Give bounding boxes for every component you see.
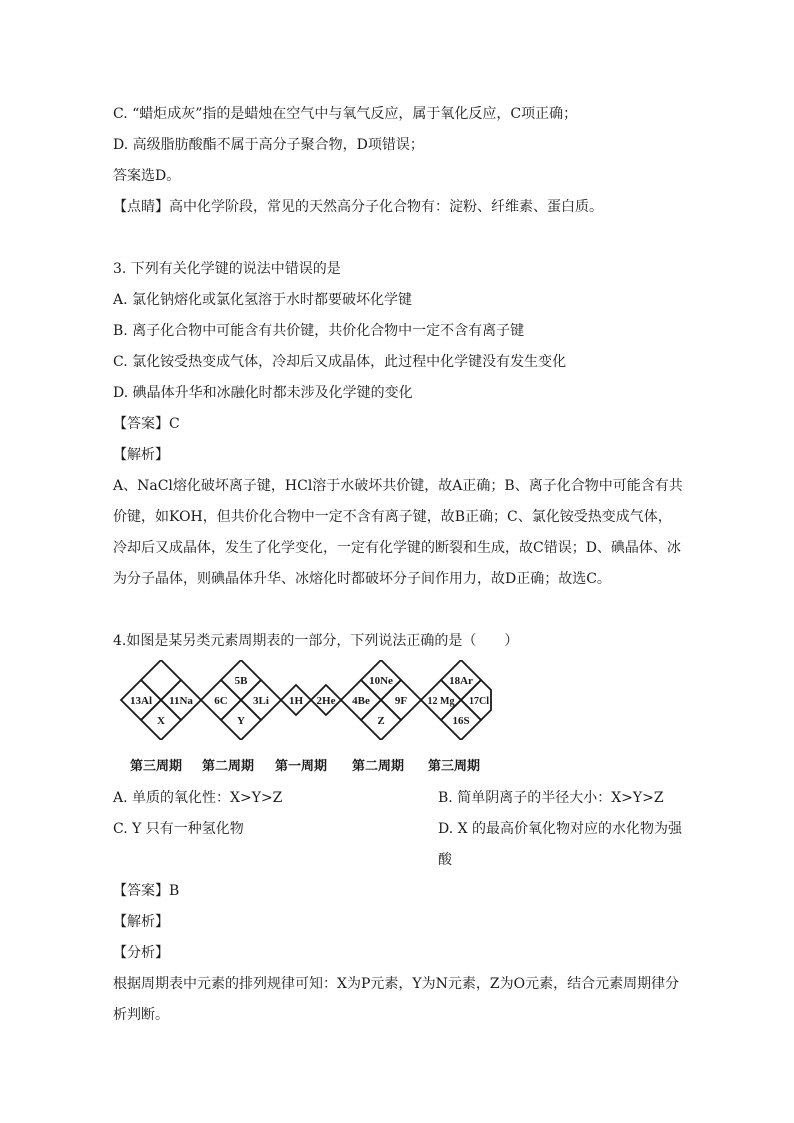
label-4be: 4Be xyxy=(352,695,370,707)
periodic-table-figure xyxy=(113,660,493,744)
q3-option-d: D. 碘晶体升华和冰融化时都未涉及化学键的变化 xyxy=(113,385,413,401)
q3-analysis: A、NaCl熔化破坏离子键，HCl溶于水破坏共价键，故A正确；B、离子化合物中可能含有共价键，如KOH，但共价化合物中一定不含有离子键，故B正确；C、氯化铵受热变成气体，冷却后又成晶体，发生了化学变化，一定有化学键的断裂和生成，故C错误；D、碘晶体、冰为分子晶体，则碘晶体升华、冰熔化时都破坏分子间作用力，故D正确；故选C。 xyxy=(113,478,683,587)
q3-answer: 【答案】C xyxy=(113,416,180,432)
label-11na: 11Na xyxy=(169,695,193,707)
label-17cl: 17Cl xyxy=(469,696,489,707)
q4-option-c: C. Y 只有一种氢化物 xyxy=(113,821,244,837)
caption-period-2-left: 第二周期 xyxy=(202,759,255,774)
q4-fenxi-heading: 【分析】 xyxy=(113,945,169,961)
label-13al: 13Al xyxy=(130,695,152,707)
prev-option-d: D. 高级脂肪酸酯不属于高分子聚合物，D项错误； xyxy=(113,137,424,153)
q4-option-b: B. 简单阴离子的半径大小：X>Y>Z xyxy=(438,790,664,806)
caption-period-2-right: 第二周期 xyxy=(352,759,405,774)
label-5b: 5B xyxy=(234,675,248,687)
prev-option-c: C. “蜡炬成灰”指的是蜡烛在空气中与氧气反应，属于氧化反应，C项正确； xyxy=(113,106,578,122)
q4-answer: 【答案】B xyxy=(113,883,180,899)
prev-tip: 【点睛】高中化学阶段，常见的天然高分子化合物有：淀粉、纤维素、蛋白质。 xyxy=(113,199,603,215)
label-12mg: 12 Mg xyxy=(427,696,455,707)
q4-stem: 4.如图是某另类元素周期表的一部分，下列说法正确的是（ ） xyxy=(113,633,519,649)
q3-stem: 3. 下列有关化学键的说法中错误的是 xyxy=(113,261,341,277)
caption-period-3-right: 第三周期 xyxy=(428,759,481,774)
q4-fenxi: 根据周期表中元素的排列规律可知：X为P元素，Y为N元素，Z为O元素，结合元素周期律分析判断。 xyxy=(113,976,680,1023)
q4-option-d: D. X 的最高价氧化物对应的水化物为强酸 xyxy=(438,821,683,868)
q3-option-c: C. 氯化铵受热变成气体，冷却后又成晶体，此过程中化学键没有发生变化 xyxy=(113,354,567,370)
label-y: Y xyxy=(237,715,245,727)
label-9f: 9F xyxy=(394,695,408,707)
label-x: X xyxy=(157,715,165,727)
caption-period-3-left: 第三周期 xyxy=(130,759,183,774)
label-3li: 3Li xyxy=(253,695,269,707)
label-6c: 6C xyxy=(214,695,228,707)
diamond-periodic-table xyxy=(113,660,493,740)
q3-option-b: B. 离子化合物中可能含有共价键，共价化合物中一定不含有离子键 xyxy=(113,323,525,339)
label-z: Z xyxy=(377,715,385,727)
q3-analysis-heading: 【解析】 xyxy=(113,447,169,463)
label-18ar: 18Ar xyxy=(449,675,473,687)
label-2he: 2He xyxy=(316,695,336,707)
cell-top-1 xyxy=(141,660,181,700)
label-1h: 1H xyxy=(288,695,304,707)
q3-option-a: A. 氯化钠熔化或氯化氢溶于水时都要破坏化学键 xyxy=(113,292,413,308)
label-10ne: 10Ne xyxy=(369,675,393,687)
label-16s: 16S xyxy=(452,715,470,727)
q4-analysis-heading: 【解析】 xyxy=(113,914,169,930)
caption-period-1: 第一周期 xyxy=(275,759,328,774)
q4-option-a: A. 单质的氧化性：X>Y>Z xyxy=(113,790,283,806)
prev-answer: 答案选D。 xyxy=(113,168,181,184)
